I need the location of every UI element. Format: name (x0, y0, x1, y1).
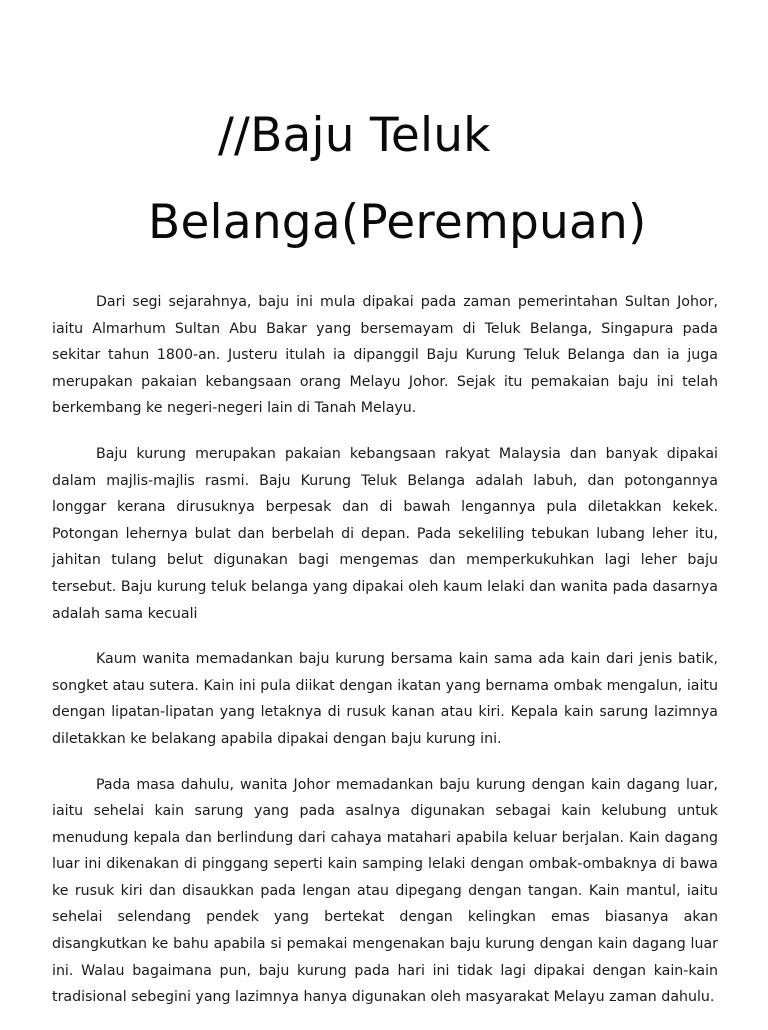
paragraph-description: Baju kurung merupakan pakaian kebangsaan rakyat Malaysia dan banyak dipakai dalam majlis-majlis rasmi. Baju Kurung Teluk Belanga adalah labuh, dan potongannya longgar kerana dirusuknya berpesak dan di bawah lengannya pula diletakkan kekek. Potongan lehernya bulat dan berbelah di depan. Pada sekeliling tebukan lubang leher itu, jahitan tulang belut digunakan bagi mengemas dan memperkukuhkan lagi leher baju tersebut. Baju kurung teluk belanga yang dipakai oleh kaum lelaki dan wanita pada dasarnya adalah sama kecuali (52, 445, 718, 622)
page-title-line-2: Belanga(Perempuan) (148, 195, 647, 250)
paragraph-past-johor: Pada masa dahulu, wanita Johor memadankan baju kurung dengan kain dagang luar, iaitu sehelai kain sarung yang pada asalnya digunakan sebagai kain kelubung untuk menudung kepala dan berlindung dari cahaya matahari apabila keluar berjalan. Kain dagang luar ini dikenakan di pinggang seperti kain samping lelaki dengan ombak-ombaknya di bawa ke rusuk kiri dan disaukkan pada lengan atau dipegang dengan tangan. Kain mantul, iaitu sehelai selendang pendek yang bertekat dengan kelingkan emas biasanya akan disangkutkan ke bahu apabila si pemakai mengenakan baju kurung dengan kain dagang luar ini. Walau bagaimana pun, baju kurung pada hari ini tidak lagi dipakai dengan kain-kain tradisional sebegini yang lazimnya hanya digunakan oleh masyarakat Melayu zaman dahulu. (52, 776, 718, 1006)
page-title-line-1: //Baju Teluk (218, 108, 491, 163)
paragraph-women-kain: Kaum wanita memadankan baju kurung bersama kain sama ada kain dari jenis batik, songket atau sutera. Kain ini pula diikat dengan ikatan yang bernama ombak mengalun, iaitu dengan lipatan-lipatan yang letaknya di rusuk kanan atau kiri. Kepala kain sarung lazimnya diletakkan ke belakang apabila dipakai dengan baju kurung ini. (52, 651, 718, 747)
paragraph-history: Dari segi sejarahnya, baju ini mula dipakai pada zaman pemerintahan Sultan Johor, iaitu Almarhum Sultan Abu Bakar yang bersemayam di Teluk Belanga, Singapura pada sekitar tahun 1800-an. Justeru itulah ia dipanggil Baju Kurung Teluk Belanga dan ia juga merupakan pakaian kebangsaan orang Melayu Johor. Sejak itu pemakaian baju ini telah berkembang ke negeri-negeri lain di Tanah Melayu. (52, 294, 718, 417)
document-body (52, 289, 718, 1030)
